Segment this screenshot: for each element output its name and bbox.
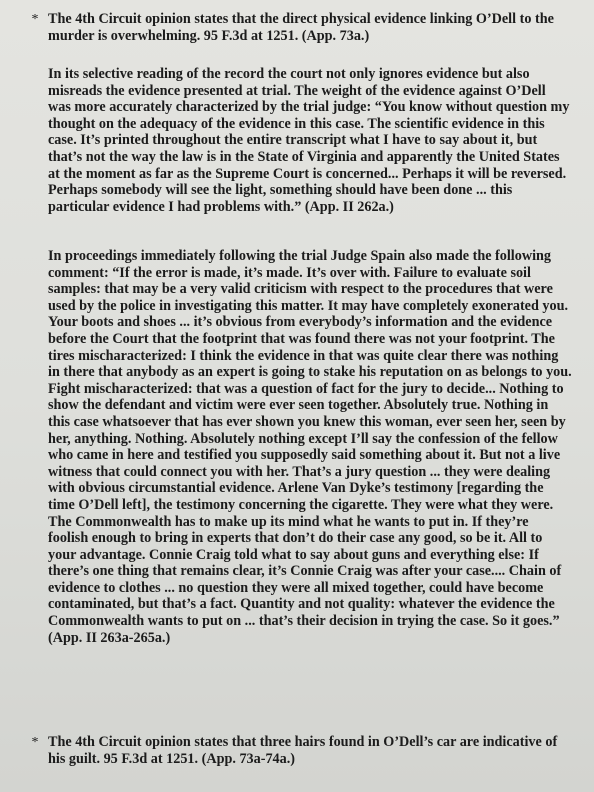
bullet-marker: * (31, 735, 39, 750)
bullet-marker: * (31, 12, 39, 27)
paragraph-judge-spain-comment: In proceedings immediately following the trial Judge Spain also made the following comment: “If the error is made, it’s made. It’s over with. Failure to evaluate soil samples: that may be a very valid criticism with respect to the procedures that were used by the police in investigating this matter. It may have completely exonerated you. Your boots and shoes ... it’s obvious from everybody’s information and the evidence before the Court that the footprint that was found there was not your footprint. The tires mischaracterized: I think the evidence in that was quite clear there was nothing in there that anybody as an expert is going to stake his reputation on as belongs to you. Fight mischaracterized: that was a question of fact for the jury to decide... Nothing to show the defendant and victim were ever seen together. Absolutely true. Nothing in this case whatsoever that has ever shown you knew this woman, ever seen her, seen by her, anything. Nothing. Absolutely nothing except I’ll say the confession of the fellow who came in here and testified you supposedly said something about it. But not a live witness that could connect you with her. That’s a jury question ... they were dealing with obvious circumstantial evidence. Arlene Van Dyke’s testimony [regarding the time O’Dell left], the testimony concerning the cigarette. They were what they were. The Commonwealth has to make up its mind what he wants to put in. If they’re foolish enough to bring in experts that don’t do their case any good, so be it. All to your advantage. Connie Craig told what to say about guns and everything else: If there’s one thing that remains clear, it’s Connie Craig was after your case.... Chain of evidence to clothes ... no question they were all mixed together, could have become contaminated, but that’s a fact. Quantity and not quality: whatever the evidence the Commonwealth wants to put on ... that’s their decision in trying the case. So it goes.” (App. II 263a-265a.) (48, 248, 572, 646)
bullet-text: The 4th Circuit opinion states that three hairs found in O’Dell’s car are indicative of his guilt. 95 F.3d at 1251. (App. 73a-74a.) (48, 734, 558, 767)
bullet-text: The 4th Circuit opinion states that the direct physical evidence linking O’Dell to the murder is overwhelming. 95 F.3d at 1251. (App. 73a.) (48, 11, 554, 44)
paragraph-selective-reading: In its selective reading of the record the court not only ignores evidence but also misreads the evidence presented at trial. The weight of the evidence against O’Dell was more accurately characterized by the trial judge: “You know without question my thought on the adequacy of the evidence in this case. The scientific evidence in this case. It’s printed throughout the entire transcript what I have to say about it, but that’s not the way the law is in the State of Virginia and apparently the United States at the moment as far as the Supreme Court is concerned... Perhaps it will be reversed. Perhaps somebody will see the light, something should have been done ... this particular evidence I had problems with.” (App. II 262a.) (48, 66, 570, 215)
bullet-item-physical-evidence (22, 11, 570, 45)
bullet-item-three-hairs (22, 734, 570, 768)
